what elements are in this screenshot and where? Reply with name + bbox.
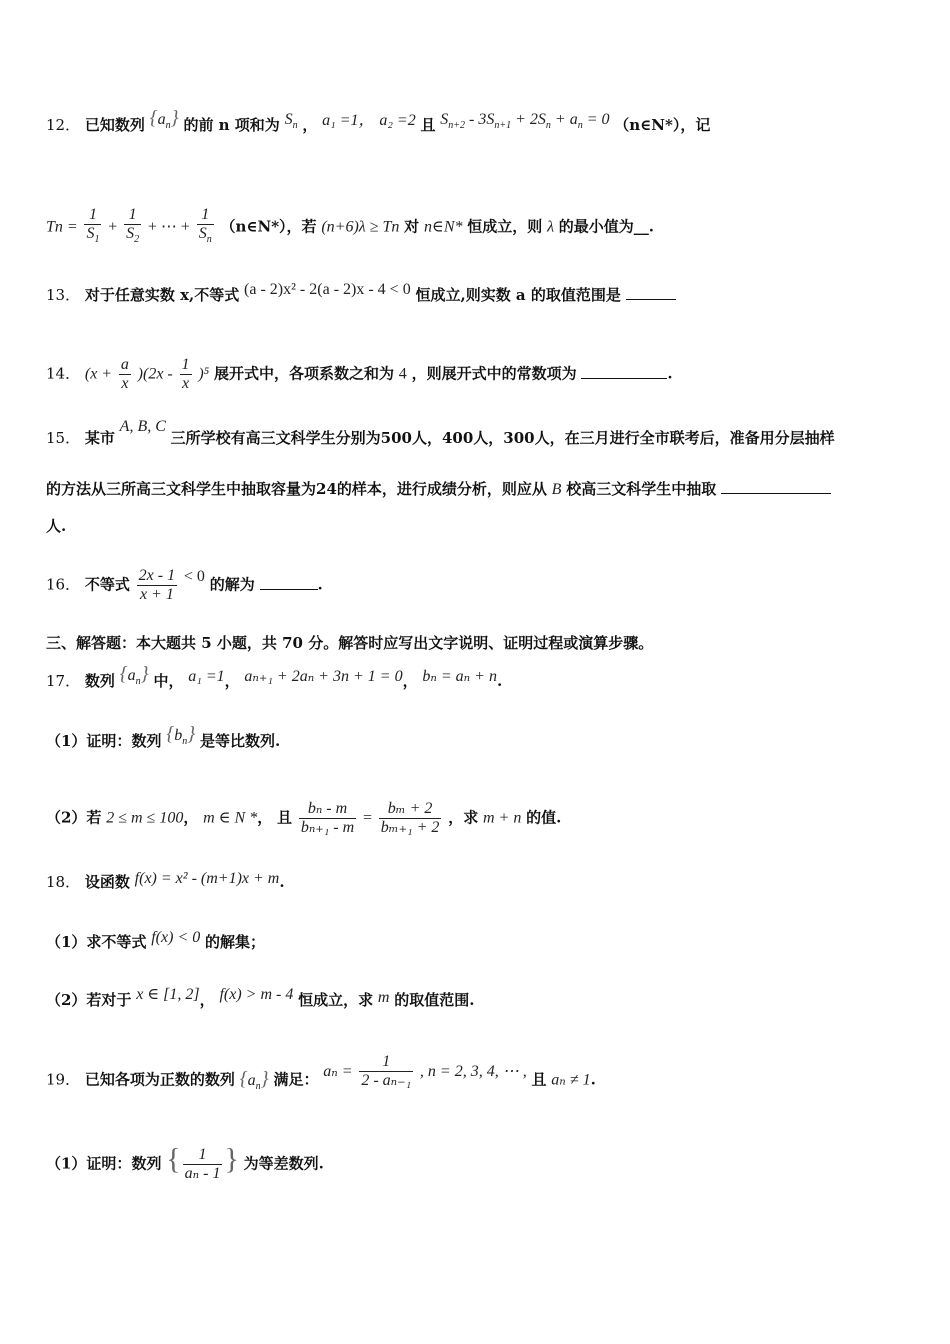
question-18: 18． 设函数 f(x) = x² - (m+1)x + m.: [46, 870, 285, 891]
question-15: 15． 某市 A, B, C 三所学校有高三文科学生分别为500人，400人，300人，在三月进行全市联考后，准备用分层抽样: [46, 418, 835, 447]
answer-blank: [721, 479, 831, 494]
answer-blank: [626, 285, 676, 300]
question-17: 17． 数列 $\{a_n\}$ 中， a₁ =1， aₙ₊₁ + 2aₙ + 3n + 1 = 0， bₙ = aₙ + n.: [46, 663, 503, 690]
question-14: 14． (x + $\frac{a}{x}$ )(2x - $\frac{1}{x}$ )⁵ 展开式中，各项系数之和为 4 ，则展开式中的常数项为 .: [46, 356, 673, 392]
question-12-line2: Tn = $\frac{1}{S_1}$ + $\frac{1}{S_2}$ + ⋯ + $\frac{1}{S_n}$ （n∈N*），若 (n+6)λ ≥ Tn 对 n∈N* 恒成立，则 λ 的最小值为__.: [46, 206, 655, 246]
question-17-part1: （1）证明：数列 $\{b_n\}$ 是等比数列.: [46, 723, 281, 750]
question-13: 13． 对于任意实数 x,不等式 (a - 2)x² - 2(a - 2)x - 4 < 0 恒成立,则实数 a 的取值范围是: [46, 285, 676, 306]
question-17-part2: （2）若 2 ≤ m ≤ 100， m ∈ N *， 且 $\frac{\text{bₙ - m}}{\text{bₙ₊₁ - m}}$ = $\frac{\text{bₘ + 2}}{\text{bₘ₊₁ + 2}}$ ，求 m + n 的值.: [46, 800, 562, 836]
question-12: 12． 已知数列 $\{a_n\}$ 的前 n 项和为 $S_n$ ， a₁ =1， a₂ =2 且 $S_{n+2} - 3S_{n+1} + 2S_n + a_n = 0$ （n∈N*），记: [46, 107, 711, 134]
question-16: 16． 不等式 $\frac{2x - 1}{x + 1}$ < 0 的解为 .: [46, 567, 323, 603]
seq-an: $\{a_n\}$: [149, 107, 179, 132]
question-18-part1: （1）求不等式 f(x) < 0 的解集；: [46, 929, 266, 951]
q12-number: 12．: [46, 116, 81, 134]
recurrence: $S_{n+2} - 3S_{n+1} + 2S_n + a_n = 0$: [440, 111, 610, 132]
question-19-part1: （1）证明：数列 { $\frac{1}{\text{aₙ - 1}}$ } 为等差数列.: [46, 1142, 324, 1182]
answer-blank: [260, 575, 318, 590]
section-3-heading: 三、解答题：本大题共 5 小题，共 70 分。解答时应写出文字说明、证明过程或演算步骤。: [46, 634, 654, 652]
question-18-part2: （2）若对于 x ∈ [1, 2]， f(x) > m - 4 恒成立，求 m 的取值范围.: [46, 986, 475, 1009]
answer-blank: [581, 364, 667, 379]
question-19: 19． 已知各项为正数的数列 $\{a_n\}$ 满足： aₙ = $\frac{1}{\text{2 - aₙ₋₁}}$ , n = 2, 3, 4, ⋯ , 且 aₙ ≠ 1.: [46, 1053, 596, 1092]
question-15-line2: 的方法从三所高三文科学生中抽取容量为24的样本，进行成绩分析，则应从 B 校高三文科学生中抽取: [46, 479, 831, 500]
